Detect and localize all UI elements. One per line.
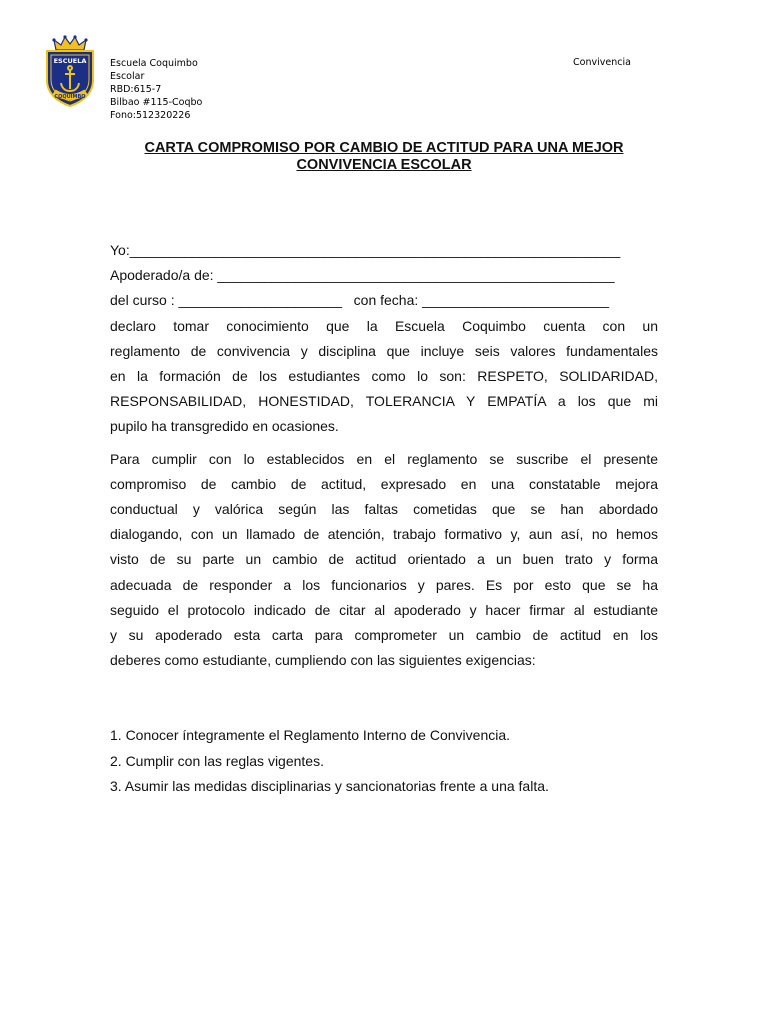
paragraph-line: deberes como estudiante, cumpliendo con las siguientes exigencias: <box>110 652 536 669</box>
paragraph-line: Para cumplir con lo establecidos en el reglamento se suscribe el presente <box>110 450 658 467</box>
school-info <box>110 57 202 122</box>
form-course-date-line <box>110 288 658 313</box>
paragraph-1 <box>110 314 658 440</box>
paragraph-line: dialogando, con un llamado de atención, trabajo formativo y, aun así, no hemos <box>110 526 658 543</box>
paragraph-line: en la formación de los estudiantes como lo son: RESPETO, SOLIDARIDAD, <box>110 368 658 385</box>
paragraph-line: reglamento de convivencia y disciplina que incluye seis valores fundamentales <box>110 342 658 359</box>
requirement-item: 3. Asumir las medidas disciplinarias y sancionatorias frente a una falta. <box>110 777 549 794</box>
paragraph-line: compromiso de cambio de actitud, expresado en una constatable mejora <box>110 475 658 492</box>
form-guardian-line: Apoderado/a de: ___________________________________________________ <box>110 267 615 284</box>
paragraph-line: conductual y valórica según las faltas cometidas que se han abordado <box>110 501 658 518</box>
document-title <box>110 140 658 174</box>
school-crest-logo <box>44 34 96 108</box>
department-label: Convivencia <box>573 57 631 68</box>
crown-icon <box>52 35 87 50</box>
school-phone: Fono:512320226 <box>110 110 191 121</box>
paragraph-line: seguido el protocolo indicado de citar al apoderado y hacer firmar al estudiante <box>110 601 658 618</box>
paragraph-line: visto de su parte un cambio de actitud orientado a un buen trato y forma <box>110 551 658 568</box>
logo-text-top: ESCUELA <box>53 57 87 65</box>
school-rbd: RBD:615-7 <box>110 84 162 95</box>
school-name-cont: Escolar <box>110 71 145 82</box>
paragraph-2 <box>110 447 658 674</box>
form-name-line: Yo:_______________________________________________________________ <box>110 242 621 258</box>
paragraph-line: declaro tomar conocimiento que la Escuela Coquimbo cuenta con un <box>110 317 658 334</box>
form-date-field: con fecha: ________________________ <box>353 292 610 309</box>
paragraph-line: RESPONSABILIDAD, HONESTIDAD, TOLERANCIA Y EMPATÍA a los que mi <box>110 393 658 410</box>
requirements-list <box>110 723 658 799</box>
form-course-field: del curso : _____________________ <box>110 292 342 309</box>
logo-text-bottom: COQUIMBO <box>54 94 86 100</box>
requirement-item: 2. Cumplir con las reglas vigentes. <box>110 752 324 769</box>
paragraph-line: y su apoderado esta carta para comprometer un cambio de actitud en los <box>110 627 658 644</box>
school-name: Escuela Coquimbo <box>110 58 198 69</box>
requirement-item: 1. Conocer íntegramente el Reglamento Interno de Convivencia. <box>110 727 511 744</box>
school-address: Bilbao #115-Coqbo <box>110 97 203 108</box>
paragraph-line: adecuada de responder a los funcionarios y pares. Es por esto que se ha <box>110 576 658 593</box>
document-body <box>110 238 658 799</box>
title-line-1: CARTA COMPROMISO POR CAMBIO DE ACTITUD PARA UNA MEJOR <box>144 140 624 156</box>
title-line-2: CONVIVENCIA ESCOLAR <box>296 157 472 173</box>
paragraph-line: pupilo ha transgredido en ocasiones. <box>110 418 339 435</box>
